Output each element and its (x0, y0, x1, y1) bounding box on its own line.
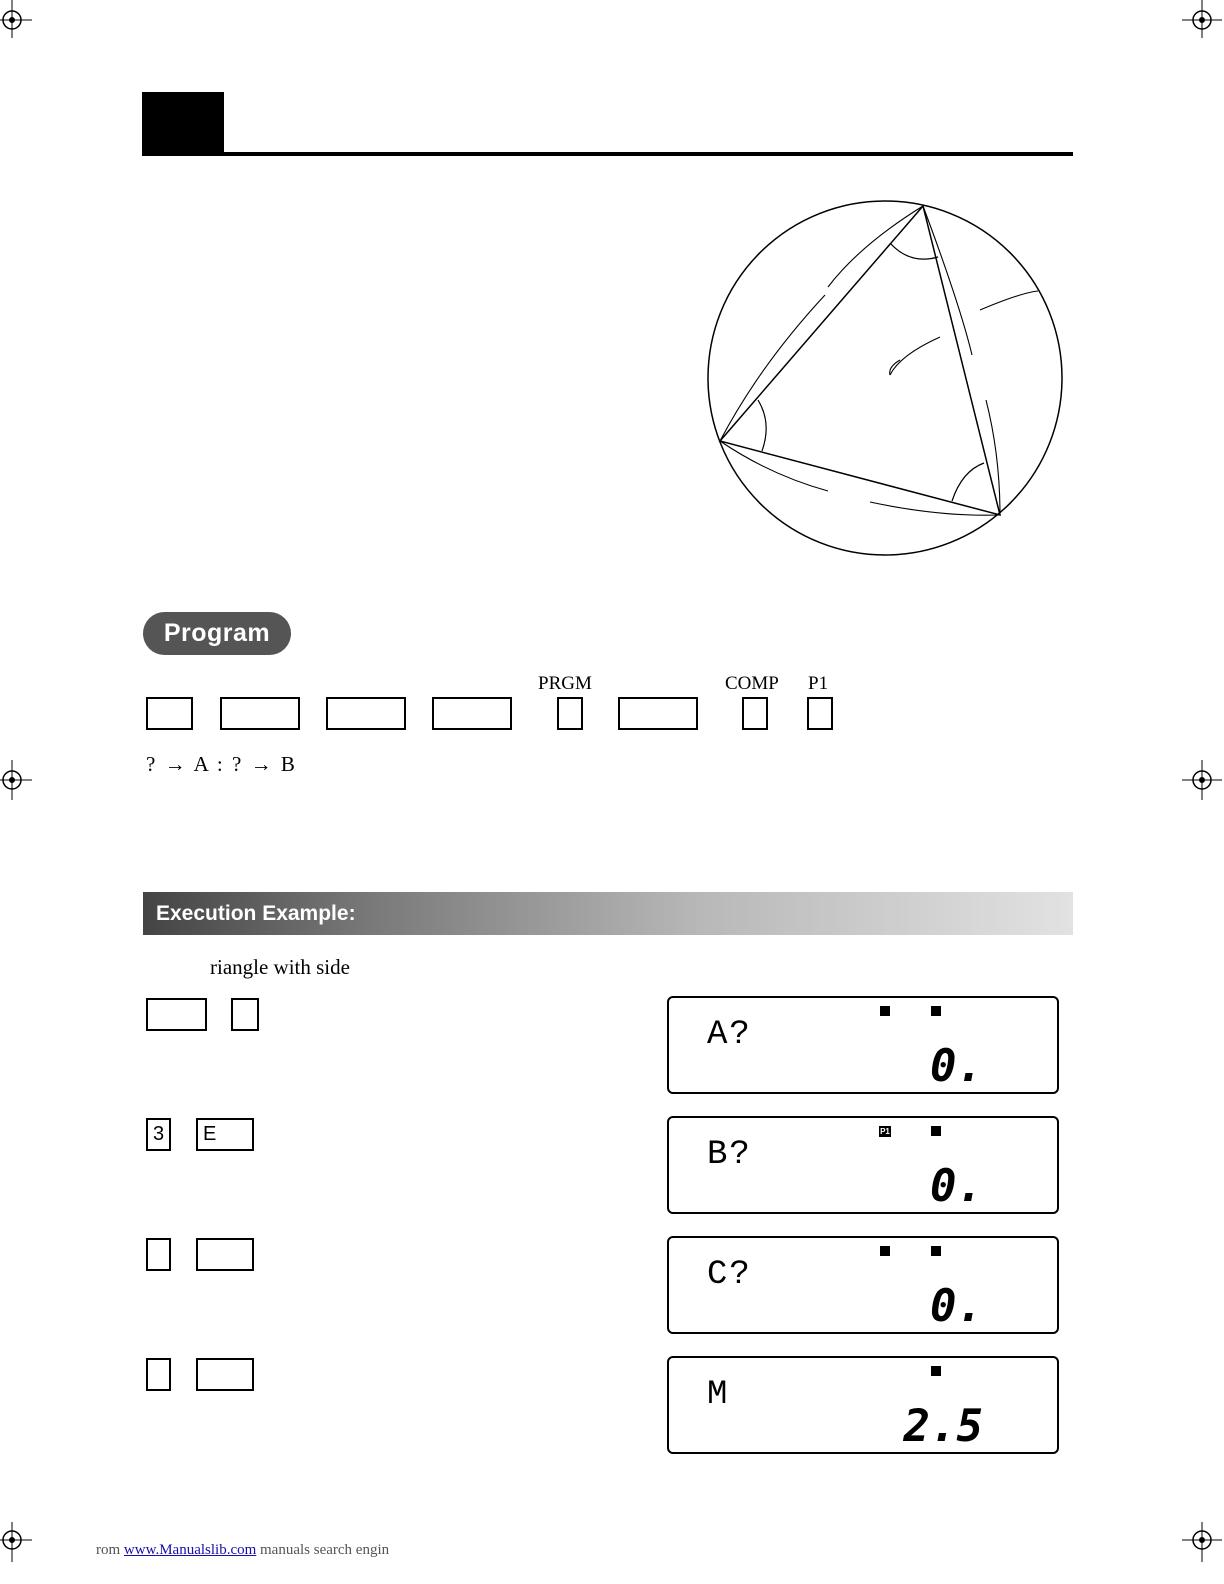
program-label: Program (143, 612, 291, 655)
display-value: 0. (930, 1161, 983, 1212)
indicator-mark (931, 1126, 941, 1136)
indicator-mark (880, 1246, 890, 1256)
manualslib-link[interactable]: www.Manualslib.com (123, 1542, 257, 1558)
execution-example-header: Execution Example: (143, 892, 1073, 935)
display-prompt: M (707, 1376, 730, 1414)
registration-mark-middle-left (0, 760, 32, 800)
display-prompt: C? (707, 1256, 752, 1294)
radius-arc (890, 291, 1038, 375)
lcd-display-1 (667, 996, 1059, 1094)
inscribed-triangle-diagram (700, 195, 1070, 565)
step2-key-1[interactable]: 3 (146, 1118, 171, 1151)
lcd-display-3 (667, 1236, 1059, 1334)
footer-prefix: rom (96, 1542, 124, 1558)
p1-key[interactable] (807, 697, 833, 730)
header-rule (142, 152, 1073, 156)
registration-mark-top-left (0, 0, 32, 38)
footer-suffix: manuals search engin (256, 1542, 390, 1558)
registration-mark-top-right (1182, 0, 1222, 38)
program-formula: ? → A : ? → B (146, 752, 297, 776)
p1-indicator: P1 (880, 1127, 890, 1136)
step3-key-1[interactable] (146, 1238, 171, 1271)
angle-arc-left (758, 400, 766, 451)
display-value: 0. (930, 1041, 983, 1092)
indicator-mark (931, 1246, 941, 1256)
step3-key-2[interactable] (196, 1238, 254, 1271)
footer-text (96, 1542, 389, 1559)
lcd-display-4 (667, 1356, 1059, 1454)
step4-key-1[interactable] (146, 1358, 171, 1391)
angle-arc-top (890, 243, 938, 259)
step2-key-2[interactable]: E (196, 1118, 254, 1151)
step1-key-1[interactable] (146, 998, 207, 1031)
registration-mark-middle-right (1182, 760, 1222, 800)
comp-key[interactable] (742, 697, 768, 730)
execution-description: riangle with side (210, 955, 350, 979)
display-value: 0. (930, 1281, 983, 1332)
prgm-key-label: PRGM (538, 673, 592, 694)
registration-mark-bottom-left (0, 1522, 32, 1562)
circumcircle (708, 201, 1062, 555)
indicator-mark (880, 1006, 890, 1016)
program-key-1[interactable] (146, 697, 193, 730)
display-prompt: A? (707, 1016, 752, 1054)
program-key-3[interactable] (326, 697, 406, 730)
step1-key-2[interactable] (231, 998, 259, 1031)
step4-key-2[interactable] (196, 1358, 254, 1391)
chapter-marker-block (142, 92, 224, 156)
program-key-4[interactable] (432, 697, 512, 730)
p1-key-label: P1 (808, 673, 829, 694)
lcd-display-2 (667, 1116, 1059, 1214)
indicator-mark (931, 1006, 941, 1016)
registration-mark-bottom-right (1182, 1522, 1222, 1562)
angle-arc-right (952, 463, 984, 501)
program-key-2[interactable] (220, 697, 300, 730)
indicator-mark (931, 1366, 941, 1376)
prgm-key[interactable] (557, 697, 583, 730)
display-prompt: B? (707, 1136, 752, 1174)
display-value: 2.5 (903, 1401, 983, 1452)
comp-key-label: COMP (725, 673, 779, 694)
program-key-6[interactable] (618, 697, 698, 730)
